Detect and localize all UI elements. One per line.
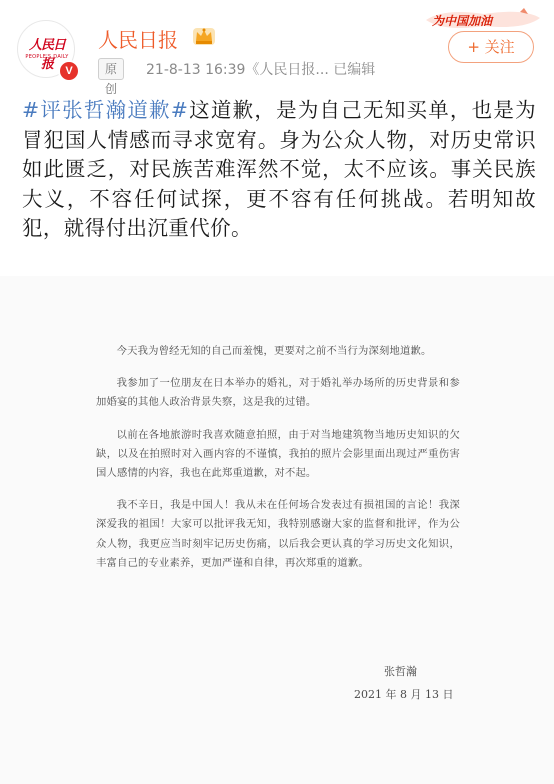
apology-signature: 张哲瀚	[384, 665, 417, 678]
hashtag-link[interactable]: #评张哲瀚道歉#	[22, 98, 189, 122]
original-tag: 原创	[98, 58, 124, 80]
post-body: 这道歉，是为自己无知买单，也是为冒犯国人情感而寻求宽宥。身为公众人物，对历史常识如此匮乏，对民族苦难浑然不觉，太不应该。事关民族大义，不容任何试探，更不容有任何挑战。若明知故犯，就得付出沉重代价。	[22, 98, 536, 240]
verified-badge-icon: V	[58, 60, 80, 82]
post-header	[0, 0, 554, 96]
follow-button[interactable]: + 关注	[448, 31, 534, 63]
apology-date: 2021 年 8 月 13 日	[354, 688, 454, 701]
post-time-source: 21-8-13 16:39《人民日报... 已编辑	[146, 62, 376, 78]
apology-paragraph: 今天我为曾经无知的自己而羞愧，更要对之前不当行为深刻地道歉。	[116, 345, 432, 357]
cheer-china-banner	[424, 6, 542, 32]
post-text	[22, 96, 536, 244]
apology-paragraph: 以前在各地旅游时我喜欢随意拍照，由于对当地建筑物当地历史知识的欠缺，以及在拍照时对入画内容的不谨慎，我拍的照片会影里面出现过严重伤害国人感情的内容，我也在此郑重道歉，对不起。	[96, 428, 460, 480]
avatar-logo-text: 人民日报	[28, 38, 65, 72]
apology-paragraph: 我参加了一位朋友在日本举办的婚礼，对于婚礼举办场所的历史背景和参加婚宴的其他人政治背景失察，这是我的过错。	[96, 377, 460, 409]
account-name[interactable]: 人民日报	[98, 28, 178, 52]
avatar-logo-subtext: PEOPLE'S DAILY	[25, 54, 69, 60]
apology-paragraph: 我不辛日，我是中国人！我从未在任何场合发表过有损祖国的言论！我深深爱我的祖国！大家可以批评我无知，我特别感谢大家的监督和批评，作为公众人物，我更应当时刻牢记历史伤痛，以后我会更认真的学习历史文化知识，丰富自己的专业素养，更加严谨和自律，再次郑重的道歉。	[96, 499, 460, 569]
crown-icon	[192, 25, 216, 47]
banner-text: 为中国加油	[432, 14, 493, 28]
apology-letter-text	[96, 342, 460, 586]
